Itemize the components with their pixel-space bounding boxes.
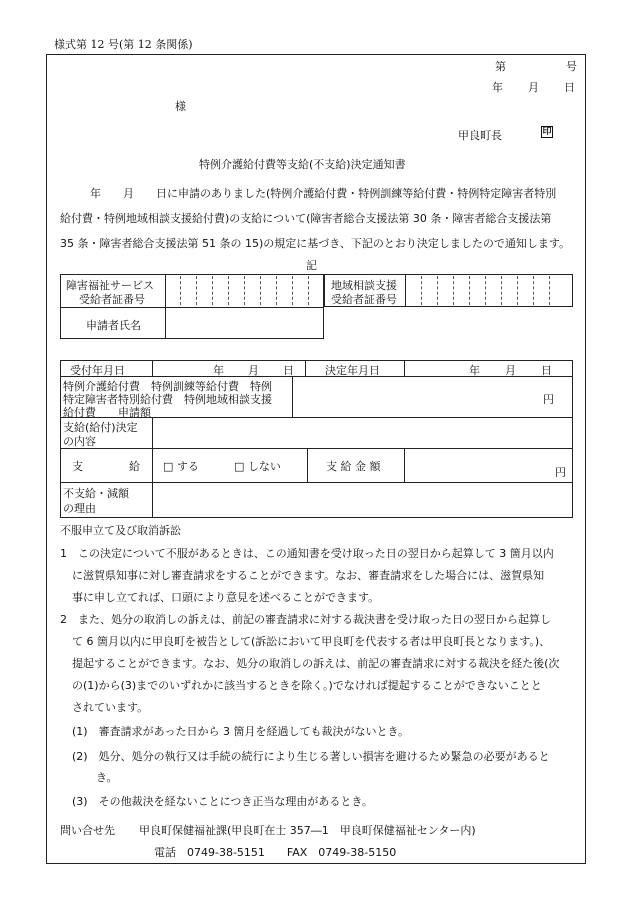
ki-mark: 記: [306, 259, 317, 272]
amount-paid-yen: 円: [555, 466, 566, 479]
appeal-line-2: に滋賀県知事に対し審査請求をすることができます。なお、審査請求をした場合には、滋賀県知: [72, 569, 545, 582]
appeal-subitem-1: (1) 審査請求があった日から 3 箇月を経過しても裁決がないとき。: [72, 725, 410, 738]
appeal-subitem-2-cont: き。: [96, 771, 118, 784]
uketsuke-nen: 年: [213, 364, 224, 377]
appeal-subitem-3: (3) その他裁決を経ないことにつき正当な理由があるとき。: [72, 795, 373, 808]
amount-label-line-3: 給付費 申請額: [63, 406, 151, 419]
intro-line-1: 年 月 日に申請のありました(特例介護給付費・特例訓練等給付費・特例特定障害者特別: [90, 187, 557, 200]
amount-label-line-1: 特例介護給付費 特例訓練等給付費 特例: [63, 380, 272, 393]
appeal-line-7: の(1)から(3)までのいずれかに該当するときを除く。)でなければ提起することができないことと: [72, 679, 542, 692]
number-go: 号: [566, 60, 577, 73]
shikyu-label-b: 給: [129, 460, 140, 473]
fushikyu-label-line-1: 不支給・減額: [63, 487, 129, 500]
date-hi: 日: [564, 81, 575, 94]
number-dai: 第: [495, 60, 506, 73]
kettei-tsuki: 月: [505, 364, 516, 377]
date-tsuki: 月: [528, 81, 539, 94]
contact-office: 甲良町保健福祉課(甲良町在士 357―1 甲良町保健福祉センター内): [139, 824, 476, 837]
uketsuke-tsuki: 月: [248, 364, 259, 377]
uketsuke-hi: 日: [283, 364, 294, 377]
form-number-label: 様式第 12 号(第 12 条関係): [54, 38, 193, 51]
cert-label-line-1: 障害福祉サービス: [66, 279, 154, 292]
contact-label: 問い合せ先: [60, 824, 115, 837]
option-suru-checkbox[interactable]: □ する: [163, 460, 199, 473]
content-label-line-1: 支給(給付)決定: [63, 421, 138, 434]
kettei-label: 決定年月日: [325, 364, 380, 377]
uketsuke-label: 受付年月日: [70, 364, 125, 377]
contact-phone: 電話 0749-38-5151 FAX 0749-38-5150: [154, 846, 397, 859]
appeal-line-4: 2 また、処分の取消しの訴えは、前記の審査請求に対する裁決書を受け取った日の翌日から起算し: [60, 613, 551, 626]
content-label-line-2: の内容: [63, 435, 96, 448]
kettei-nen: 年: [469, 364, 480, 377]
appeal-subitem-2: (2) 処分、処分の執行又は手続の続行により生じる著しい損害を避けるため緊急の必要があると: [72, 750, 550, 763]
shikyu-label-a: 支: [72, 460, 83, 473]
document-title: 特例介護給付費等支給(不支給)決定通知書: [199, 158, 406, 171]
amount-paid-label: 支 給 金 額: [326, 460, 381, 473]
appeal-line-8: されています。: [72, 701, 149, 714]
seal-mark: 印: [542, 127, 552, 137]
chiiki-label-line-2: 受給者証番号: [331, 293, 397, 306]
date-nen: 年: [492, 81, 503, 94]
fushikyu-label-line-2: の理由: [63, 502, 96, 515]
amount-yen: 円: [543, 393, 554, 406]
recipient-sama: 様: [175, 100, 186, 113]
appeal-line-6: 提起することができます。なお、処分の取消しの訴えは、前記の審査請求に対する裁決を経た後(次: [72, 657, 560, 670]
kettei-hi: 日: [541, 364, 552, 377]
appeal-line-5: て 6 箇月以内に甲良町を被告として(訴訟において甲良町を代表する者は甲良町長となります。)、: [72, 635, 551, 648]
appeal-line-1: 1 この決定について不服があるときは、この通知書を受け取った日の翌日から起算して 3 箇月以内: [60, 547, 554, 560]
issuer-name: 甲良町長: [458, 129, 502, 142]
cert-label-line-2: 受給者証番号: [79, 293, 145, 306]
applicant-name-label: 申請者氏名: [86, 319, 141, 332]
appeal-line-3: 事に申し立てれば、口頭により意見を述べることができます。: [72, 591, 380, 604]
intro-line-3: 35 条・障害者総合支援法第 51 条の 15)の規定に基づき、下記のとおり決定しましたので通知します。: [60, 237, 570, 250]
amount-label-line-2: 特定障害者特別給付費 特例地域相談支援: [63, 393, 272, 406]
option-shinai-checkbox[interactable]: □ しない: [234, 460, 281, 473]
chiiki-label-line-1: 地域相談支援: [331, 279, 397, 292]
intro-line-2: 給付費・特例地域相談支援給付費)の支給について(障害者総合支援法第 30 条・障害者総合支援法第: [60, 212, 552, 225]
appeal-heading: 不服申立て及び取消訴訟: [60, 524, 181, 537]
